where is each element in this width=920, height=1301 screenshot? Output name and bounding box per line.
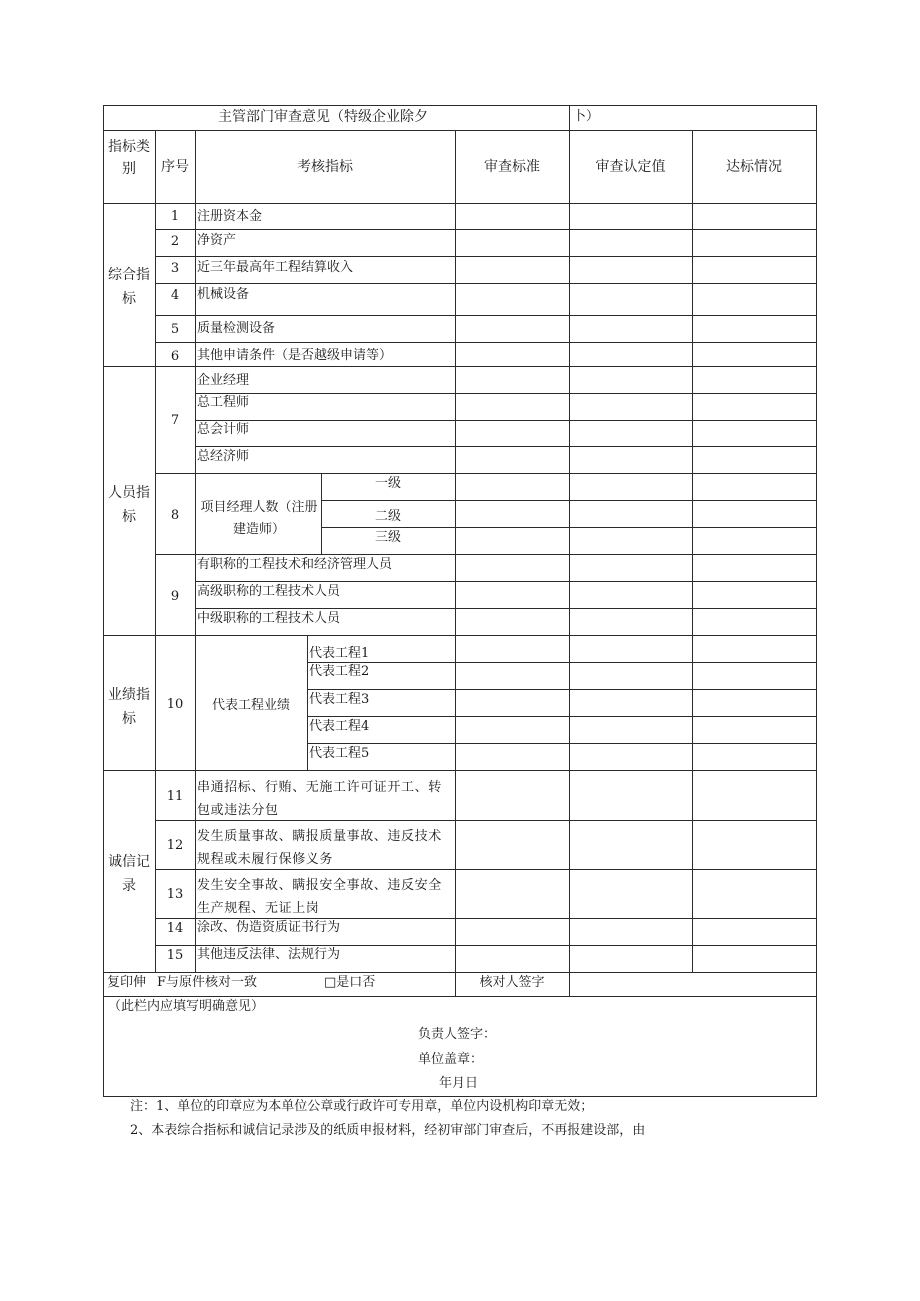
indicator-label: 中级职称的工程技术人员 [197,611,341,626]
category-integrity: 诚信记录 [108,854,150,894]
header-standard: 审查标准 [484,159,540,175]
header-status: 达标情况 [726,159,782,175]
indicator-label: 净资产 [197,233,237,248]
copy-check-text: F与原件核对一致 [157,975,258,990]
header-indicator: 考核指标 [297,159,353,175]
seq-number: 10 [166,697,184,712]
indicator-label: 其他违反法律、法规行为 [197,947,341,962]
indicator-label: 注册资本金 [197,209,263,224]
project-label: 代表工程5 [309,746,370,761]
copy-check-label: 复印伸 [107,975,147,990]
indicator-label: 项目经理人数（注册建造师） [200,500,318,537]
seq-number: 11 [166,789,184,804]
indicator-label: 代表工程业绩 [211,698,290,713]
indicator-label: 发生安全事故、瞒报安全事故、违反安全生产规程、无证上岗 [197,878,442,916]
category-composite: 综合指标 [108,267,150,307]
seq-number: 7 [170,413,180,428]
seq-number: 6 [170,349,180,364]
seq-number: 14 [166,921,184,936]
header-confirmed-value: 审查认定值 [595,159,666,175]
opinion-hint: （此栏内应填写明确意见） [108,999,265,1014]
seq-number: 4 [170,288,180,303]
indicator-label: 涂改、伪造资质证书行为 [197,920,341,935]
level-label: 一级 [374,476,401,491]
unit-seal-label: 单位盖章： [418,1052,484,1067]
seq-number: 1 [170,209,180,224]
project-label: 代表工程2 [309,664,370,679]
table-title-tail: 卜） [573,109,600,124]
table-title: 主管部门审查意见（特级企业除夕 [218,109,428,125]
indicator-label: 企业经理 [197,373,250,388]
verifier-signature-label: 核对人签字 [479,975,545,990]
indicator-label: 有职称的工程技术和经济管理人员 [197,557,393,572]
indicator-label: 机械设备 [197,287,250,302]
level-label: 二级 [374,509,401,524]
indicator-label: 发生质量事故、瞒报质量事故、违反技术规程或未履行保修义务 [197,829,442,867]
header-seq: 序号 [161,159,189,175]
indicator-label: 总经济师 [197,449,250,464]
level-label: 三级 [374,530,401,545]
project-label: 代表工程4 [309,719,370,734]
category-personnel: 人员指标 [108,485,150,525]
note-line-1: 注：1、单位的印章应为本单位公章或行政许可专用章，单位内设机构印章无效； [130,1099,594,1114]
indicator-label: 近三年最高年工程结算收入 [197,260,354,275]
seq-number: 13 [166,887,184,902]
indicator-label: 质量检测设备 [197,321,276,336]
indicator-label: 其他申请条件（是否越级申请等） [197,348,393,363]
seq-number: 15 [166,948,184,963]
seq-number: 5 [170,322,180,337]
copy-check-options[interactable]: □是口否 [324,975,376,990]
project-label: 代表工程3 [309,692,370,707]
project-label: 代表工程1 [309,646,370,661]
category-performance: 业绩指标 [108,687,150,727]
note-line-2: 2、本表综合指标和诚信记录涉及的纸质申报材料，经初审部门审查后，不再报建设部，由 [130,1123,646,1138]
indicator-label: 串通招标、行贿、无施工许可证开工、转包或违法分包 [197,780,442,818]
indicator-label: 总会计师 [197,422,250,437]
responsible-signature-label: 负责人签字： [418,1027,497,1042]
indicator-label: 高级职称的工程技术人员 [197,584,341,599]
seq-number: 2 [170,234,180,249]
seq-number: 9 [170,589,180,604]
header-category: 指标类别 [108,139,150,177]
seq-number: 12 [166,838,184,853]
seq-number: 3 [170,261,180,276]
seq-number: 8 [170,508,180,523]
indicator-label: 总工程师 [197,395,250,410]
date-label: 年月日 [439,1076,479,1091]
